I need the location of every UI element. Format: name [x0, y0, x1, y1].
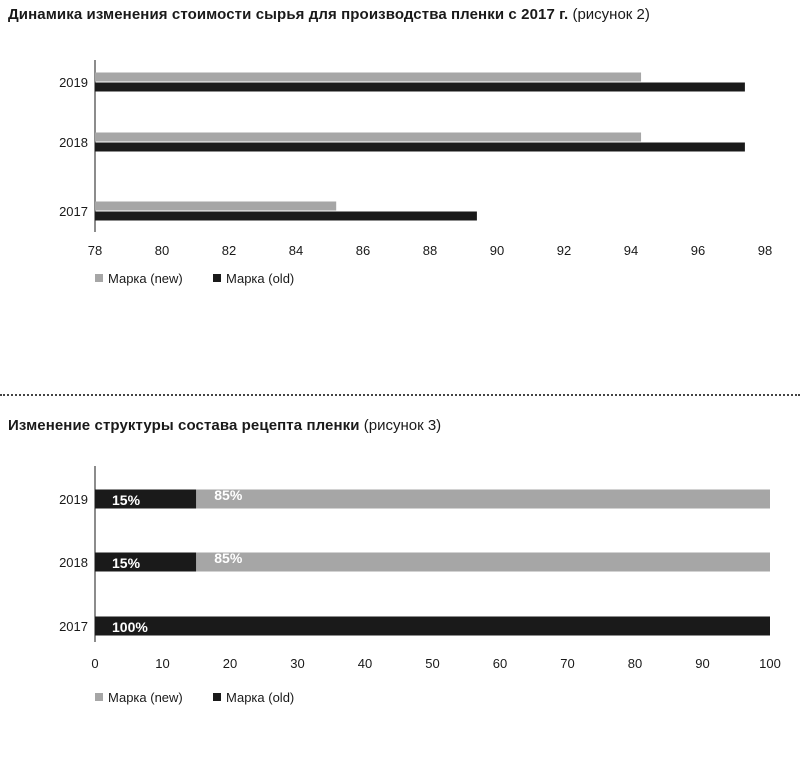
category-label-2-2019: 2019 — [59, 492, 88, 507]
legend-label-old-2: Марка (old) — [226, 690, 295, 705]
x-tick-label-86: 86 — [355, 243, 371, 258]
x-tick-label-84: 84 — [288, 243, 304, 258]
legend-label-new: Марка (new) — [108, 271, 183, 286]
x-tick-label-2-10: 10 — [155, 656, 170, 671]
x-tick-label-90: 90 — [489, 243, 505, 258]
x-tick-label-88: 88 — [422, 243, 438, 258]
legend-label-new-2: Марка (new) — [108, 690, 183, 705]
x-tick-label-2-60: 60 — [492, 656, 508, 671]
x-tick-label-98: 98 — [757, 243, 773, 258]
category-label-2-2017: 2017 — [59, 619, 88, 634]
chart-1-title-text: Динамика изменения стоимости сырья для производства пленки с 2017 г. — [8, 6, 569, 23]
stack-new-2018 — [196, 553, 770, 572]
stack-old-2018 — [95, 553, 196, 572]
x-tick-label-2-70: 70 — [560, 656, 575, 671]
category-label-2019: 2019 — [59, 75, 88, 90]
x-tick-label-96: 96 — [690, 243, 706, 258]
x-tick-label-2-0: 0 — [91, 656, 99, 671]
stack-old-2019 — [95, 490, 196, 509]
x-tick-label-2-30: 30 — [290, 656, 305, 671]
x-tick-label-2-20: 20 — [222, 656, 238, 671]
x-tick-label-2-50: 50 — [425, 656, 440, 671]
data-label-old-2019: 15% — [112, 492, 141, 508]
data-label-new-2018: 85% — [214, 550, 243, 566]
x-tick-label-92: 92 — [556, 243, 572, 258]
x-tick-label-80: 80 — [154, 243, 170, 258]
legend-swatch-old-2 — [213, 693, 221, 701]
data-label-old-2017: 100% — [112, 619, 148, 635]
data-label-new-2019: 85% — [214, 487, 243, 503]
x-tick-label-2-80: 80 — [627, 656, 643, 671]
legend-swatch-new-2 — [95, 693, 103, 701]
x-tick-label-2-40: 40 — [357, 656, 373, 671]
data-label-old-2018: 15% — [112, 555, 141, 571]
legend-label-old: Марка (old) — [226, 271, 295, 286]
chart-1-subtitle: (рисунок 2) — [572, 6, 650, 23]
category-label-2-2018: 2018 — [59, 555, 88, 570]
category-label-2017: 2017 — [59, 204, 88, 219]
x-tick-label-94: 94 — [623, 243, 639, 258]
stack-old-2017 — [95, 617, 770, 636]
category-label-2018: 2018 — [59, 135, 88, 150]
x-tick-label-2-100: 100 — [759, 656, 781, 671]
x-tick-label-2-90: 90 — [695, 656, 710, 671]
chart-2-title-text: Изменение структуры состава рецепта пленки — [8, 417, 360, 434]
chart-2-subtitle: (рисунок 3) — [363, 417, 442, 434]
x-tick-label-78: 78 — [87, 243, 103, 258]
stack-new-2019 — [196, 490, 770, 509]
x-tick-label-82: 82 — [221, 243, 237, 258]
